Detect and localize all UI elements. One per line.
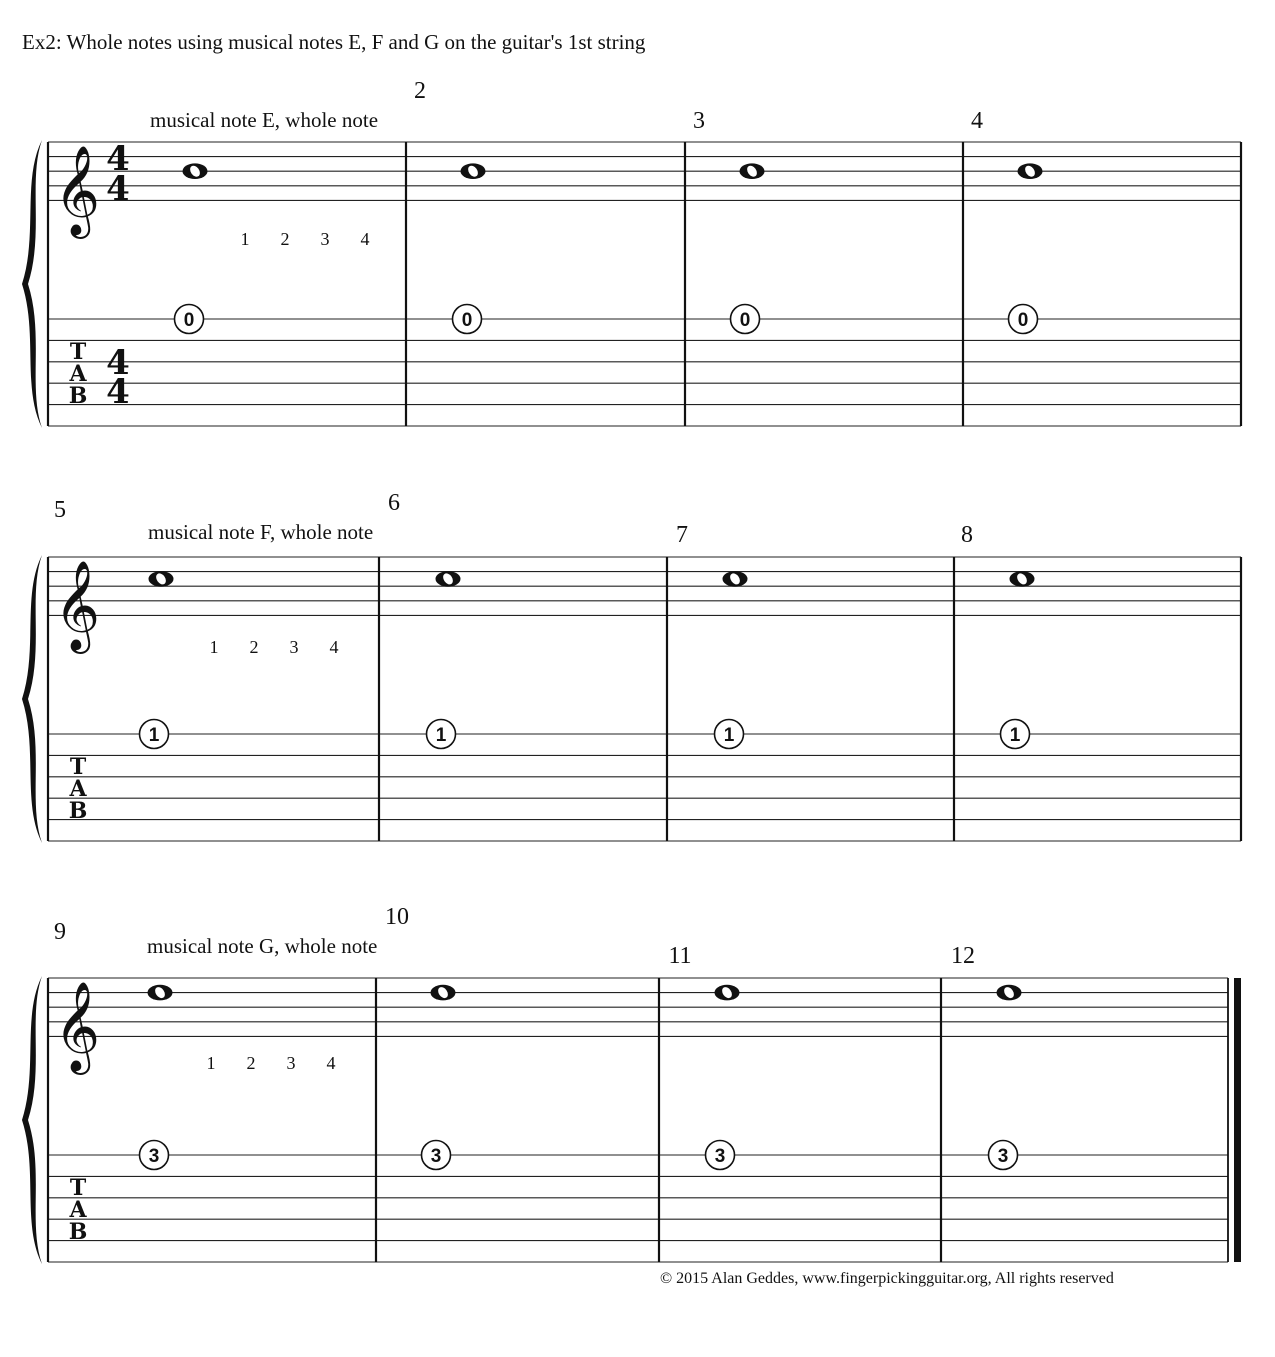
note-annotation: musical note G, whole note <box>147 934 378 958</box>
measure-number: 6 <box>388 490 400 516</box>
final-barline <box>1234 978 1241 1262</box>
whole-note-e <box>740 163 765 179</box>
fret-number: 1 <box>723 725 735 746</box>
whole-note-g <box>148 985 173 1001</box>
measure-number: 9 <box>54 919 66 945</box>
whole-note-f <box>149 571 174 587</box>
time-signature-bottom: 4 <box>106 169 130 209</box>
tab-letter-t: T <box>69 1175 87 1201</box>
beat-count: 1 <box>209 637 219 657</box>
treble-clef-icon: 𝄞 <box>54 145 101 236</box>
time-signature-top: 4 <box>106 139 130 179</box>
fret-number: 1 <box>148 725 160 746</box>
measure-number: 12 <box>951 943 975 969</box>
treble-clef-icon: 𝄞 <box>54 981 101 1072</box>
tab-time-signature-bottom: 4 <box>106 372 130 412</box>
tab-letter-a: A <box>69 776 87 802</box>
measure-number: 4 <box>971 108 983 134</box>
beat-count: 2 <box>249 637 259 657</box>
system-3 <box>22 904 1241 1264</box>
page-title: Ex2: Whole notes using musical notes E, F and G on the guitar's 1st string <box>22 30 646 54</box>
tab-letter-t: T <box>69 754 87 780</box>
system-brace <box>22 555 42 843</box>
measure-number: 10 <box>385 904 409 930</box>
beat-count: 2 <box>246 1053 256 1073</box>
tab-letter-b: B <box>68 383 88 409</box>
measure-7 <box>676 522 748 749</box>
treble-clef-icon: 𝄞 <box>54 560 101 651</box>
tab-letter-t: T <box>69 339 87 365</box>
note-annotation: musical note E, whole note <box>150 108 379 132</box>
whole-note-e <box>1018 163 1043 179</box>
system-brace <box>22 976 42 1264</box>
measure-number: 2 <box>414 78 426 104</box>
measure-2 <box>414 78 486 334</box>
fret-number: 1 <box>1009 725 1021 746</box>
fret-number: 3 <box>714 1146 726 1167</box>
whole-note-e <box>461 163 486 179</box>
fret-number: 3 <box>148 1146 160 1167</box>
whole-note-f <box>436 571 461 587</box>
fret-number: 0 <box>461 310 473 331</box>
beat-count: 1 <box>206 1053 216 1073</box>
measure-6 <box>388 490 461 749</box>
beat-count: 4 <box>329 637 339 657</box>
whole-note-g <box>997 985 1022 1001</box>
measure-number: 5 <box>54 497 66 523</box>
beat-count: 4 <box>360 229 370 249</box>
measure-12 <box>951 943 1022 1170</box>
beat-count: 1 <box>240 229 250 249</box>
tab-letter-b: B <box>68 1219 88 1245</box>
measure-1 <box>175 163 208 333</box>
beat-count: 3 <box>289 637 299 657</box>
fret-number: 0 <box>739 310 751 331</box>
beat-count: 3 <box>286 1053 296 1073</box>
copyright-notice: © 2015 Alan Geddes, www.fingerpickingguitar.org, All rights reserved <box>660 1270 1114 1287</box>
measure-number: 7 <box>676 522 688 548</box>
tab-letter-a: A <box>69 361 87 387</box>
measure-8 <box>961 522 1035 749</box>
tab-letter-a: A <box>69 1197 87 1223</box>
fret-number: 1 <box>435 725 447 746</box>
measure-11 <box>668 943 739 1170</box>
whole-note-e <box>183 163 208 179</box>
measure-number: 3 <box>693 108 705 134</box>
fret-number: 3 <box>430 1146 442 1167</box>
tab-letter-b: B <box>68 798 88 824</box>
whole-note-f <box>723 571 748 587</box>
measure-number: 8 <box>961 522 973 548</box>
system-2 <box>22 490 1241 843</box>
beat-count: 2 <box>280 229 290 249</box>
fret-number: 0 <box>1017 310 1029 331</box>
fret-number: 0 <box>183 310 195 331</box>
beat-count: 3 <box>320 229 330 249</box>
tab-time-signature-top: 4 <box>106 343 130 383</box>
system-1 <box>22 78 1241 428</box>
beat-count: 4 <box>326 1053 336 1073</box>
system-brace <box>22 140 42 428</box>
whole-note-g <box>715 985 740 1001</box>
note-annotation: musical note F, whole note <box>148 520 374 544</box>
whole-note-g <box>431 985 456 1001</box>
fret-number: 3 <box>997 1146 1009 1167</box>
measure-number: 11 <box>668 943 692 969</box>
whole-note-f <box>1010 571 1035 587</box>
